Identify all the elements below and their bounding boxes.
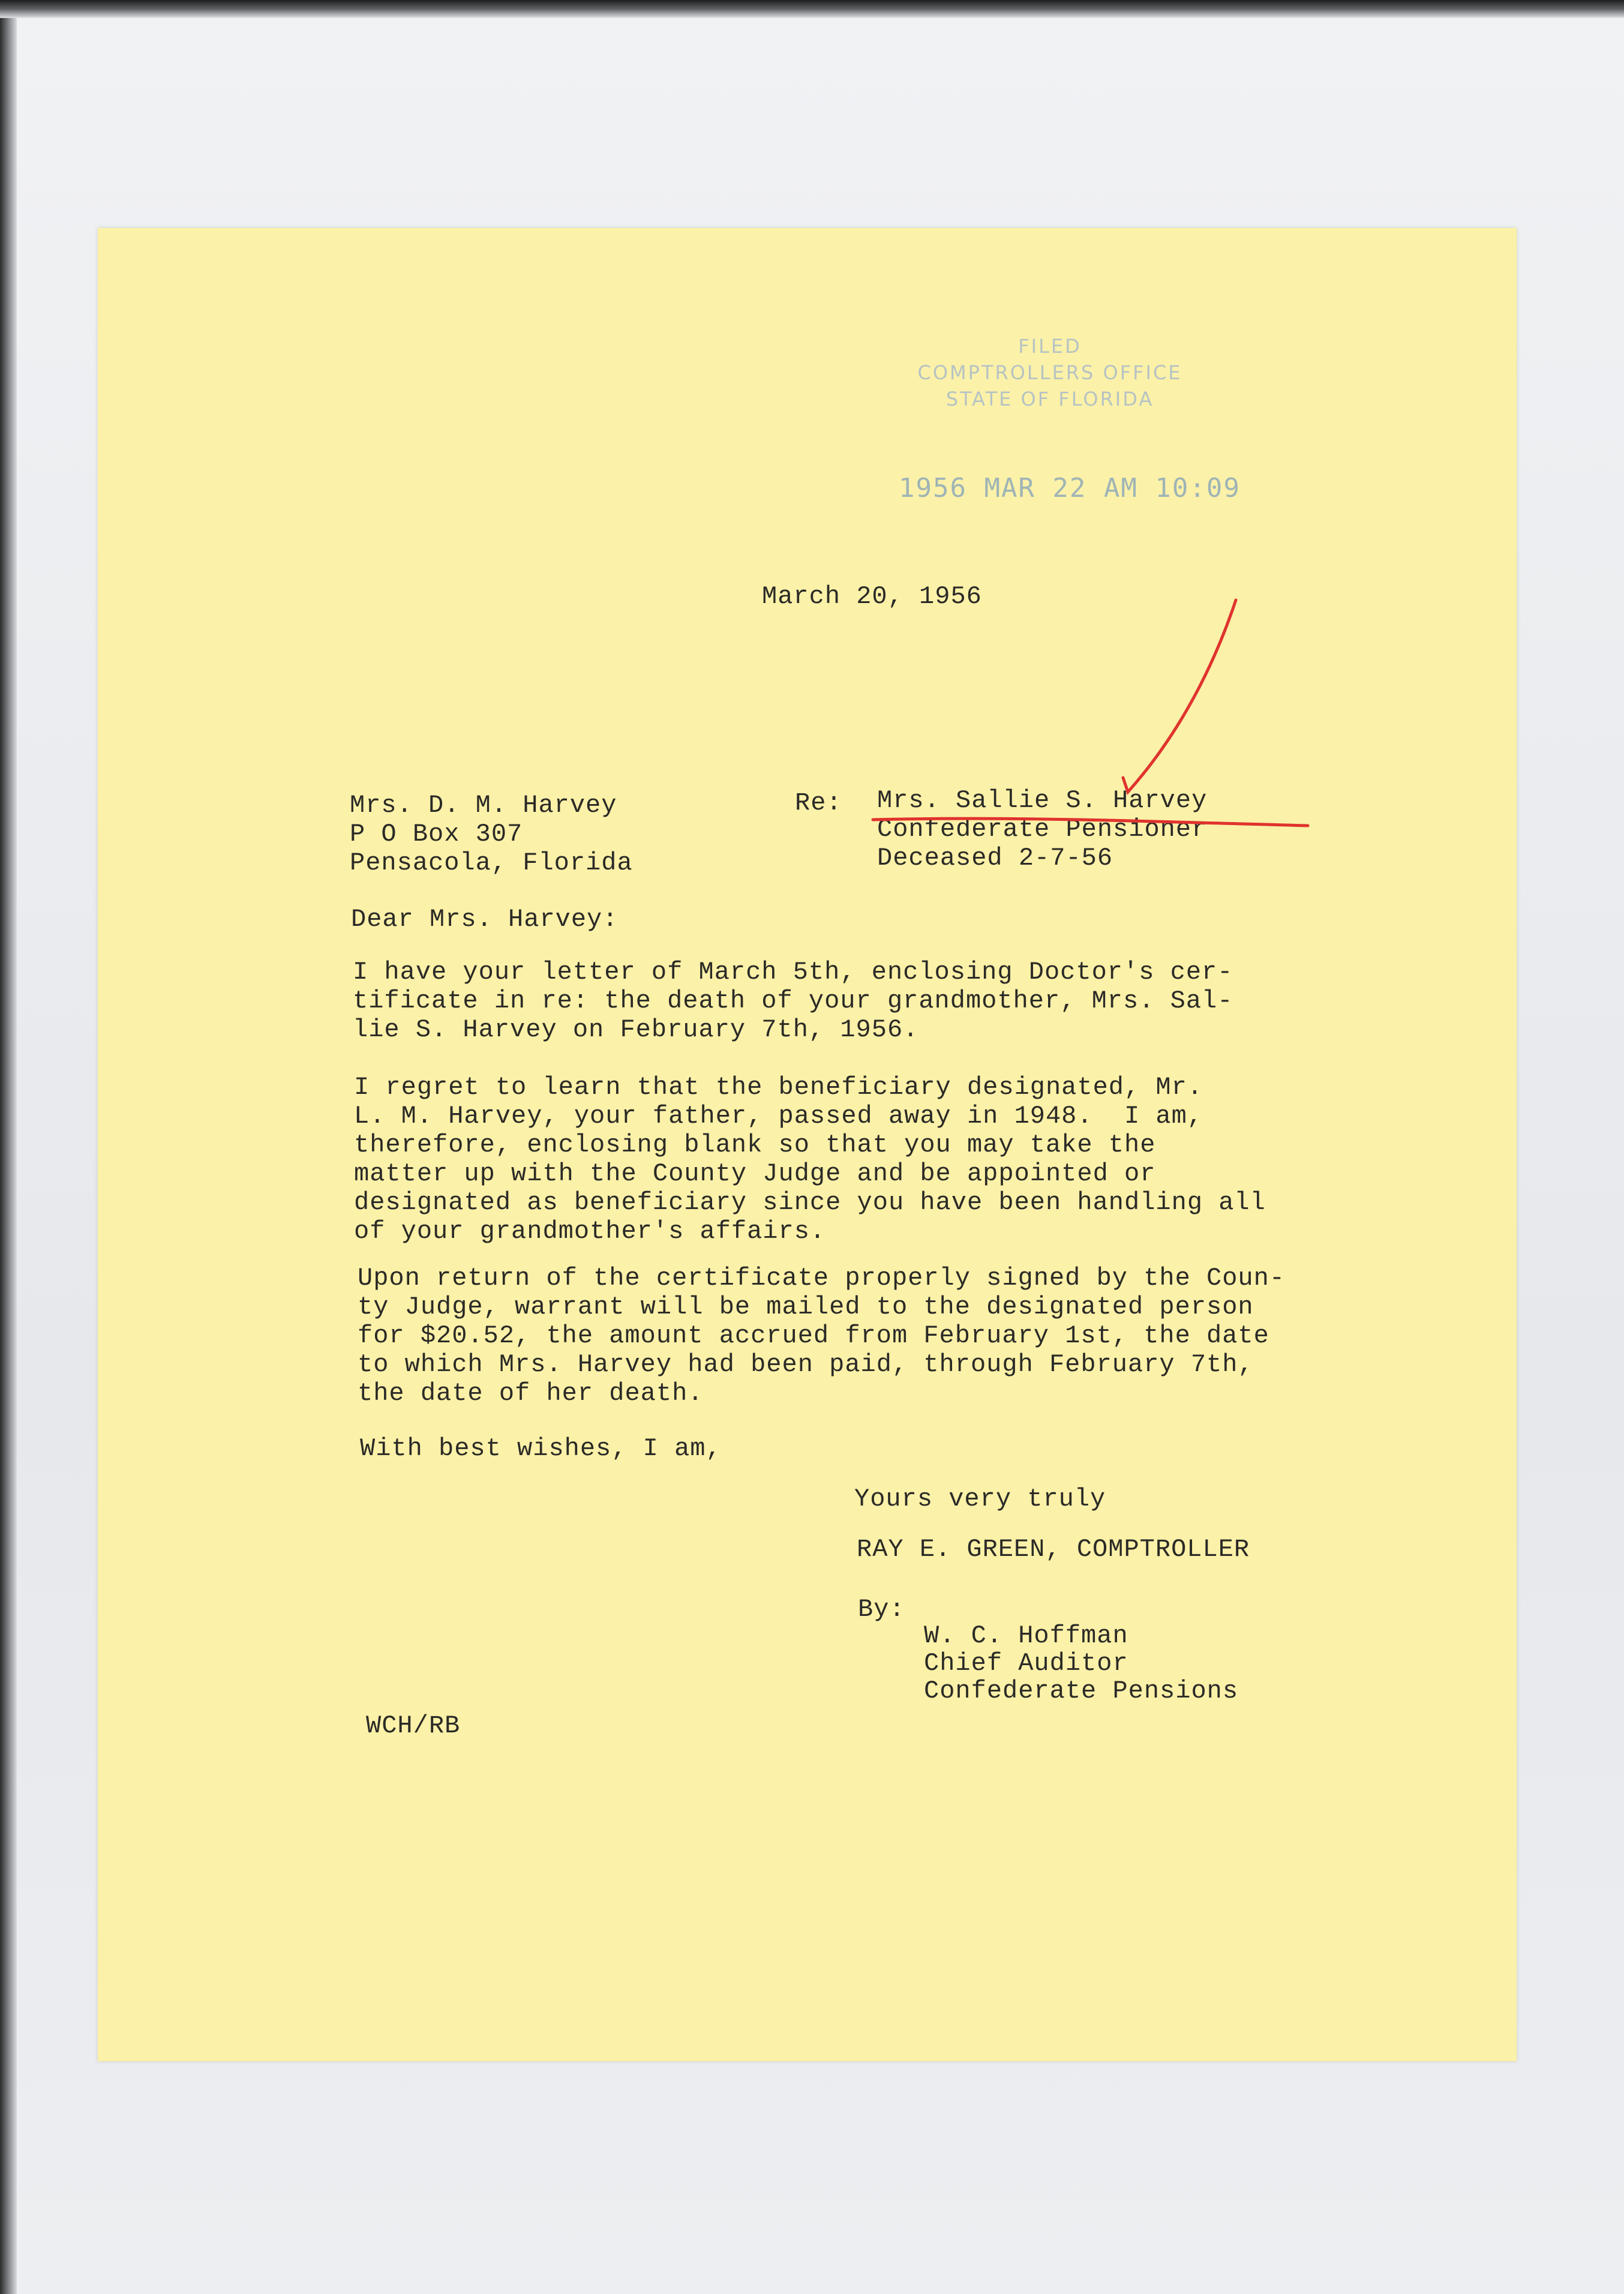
signer-title-1: Chief Auditor — [924, 1649, 1128, 1678]
paragraph-2: I regret to learn that the beneficiary designated, Mr. L. M. Harvey, your father, passed away in 1948. I am, therefore, enclosing blank so that you may take the matter up with the County Judge and be appointed or designated as beneficiary since you have been handling all of your grandmother's affairs. — [354, 1073, 1266, 1246]
re-label: Re: — [795, 788, 842, 817]
signatory-office: RAY E. GREEN, COMPTROLLER — [857, 1535, 1250, 1564]
paragraph-1: I have your letter of March 5th, enclosing Doctor's cer- tificate in re: the death of your grandmother, Mrs. Sal- lie S. Harvey on February 7th, 1956. — [353, 958, 1233, 1044]
stamp-line-office: COMPTROLLERS OFFICE — [917, 361, 1182, 384]
signer-name: W. C. Hoffman — [924, 1621, 1128, 1650]
re-line-2: Confederate Pensioner — [877, 815, 1208, 844]
paragraph-3: Upon return of the certificate properly signed by the Coun- ty Judge, warrant will be mailed to the designated person for $20.52, the amount accrued from February 1st, the date to which Mrs. Harvey had been paid, through February 7th, the date of her death. — [358, 1264, 1286, 1408]
closing-wish: With best wishes, I am, — [360, 1434, 722, 1463]
signer-title-2: Confederate Pensions — [924, 1677, 1239, 1705]
complimentary-close: Yours very truly — [854, 1485, 1106, 1513]
letter-date: March 20, 1956 — [762, 582, 982, 611]
salutation: Dear Mrs. Harvey: — [351, 905, 619, 934]
scanner-edge-top — [0, 0, 1624, 18]
recipient-name: Mrs. D. M. Harvey — [350, 791, 617, 820]
recipient-address-1: P O Box 307 — [350, 820, 523, 848]
typist-initials: WCH/RB — [366, 1711, 461, 1740]
stamp-datetime: 1956 MAR 22 AM 10:09 — [899, 473, 1241, 503]
re-line-3: Deceased 2-7-56 — [877, 844, 1113, 872]
re-line-1: Mrs. Sallie S. Harvey — [877, 786, 1208, 815]
scanner-edge-left — [0, 0, 17, 2294]
recipient-address-2: Pensacola, Florida — [350, 848, 633, 877]
stamp-line-filed: FILED — [1018, 335, 1082, 358]
filed-stamp — [900, 333, 1200, 412]
by-label: By: — [858, 1595, 905, 1624]
stamp-line-state: STATE OF FLORIDA — [945, 388, 1154, 410]
